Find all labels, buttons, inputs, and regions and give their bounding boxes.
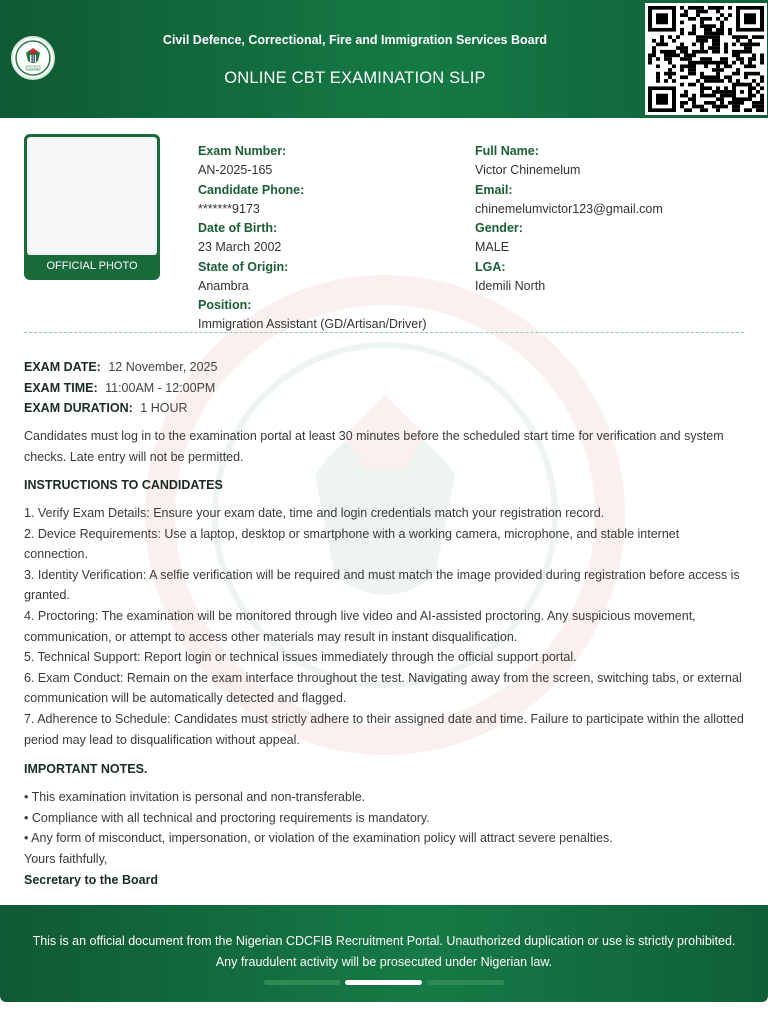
field-label: Candidate Phone: (198, 182, 305, 197)
page-dot[interactable] (264, 980, 340, 985)
instruction-item: 3. Identity Verification: A selfie verification will be required and must match the image provided during registration before access is granted. (24, 567, 740, 603)
exam-date-label: EXAM DATE: (24, 360, 101, 374)
instruction-item: 5. Technical Support: Report login or technical issues immediately through the official support portal. (24, 650, 577, 665)
instructions-heading: INSTRUCTIONS TO CANDIDATES (24, 478, 223, 492)
section-divider (24, 332, 744, 333)
instruction-item: 4. Proctoring: The examination will be monitored through live video and AI-assisted proctoring. Any suspicious movement, communication, or attempt to access other materials may result in instant disqualification. (24, 608, 696, 644)
candidate-details-left (198, 142, 468, 335)
field-candidate-phone (198, 181, 468, 220)
field-label: Position: (198, 298, 252, 312)
field-value: *******9173 (198, 201, 260, 216)
field-label: Full Name: (475, 144, 539, 158)
instruction-item: 1. Verify Exam Details: Ensure your exam date, time and login credentials match your registration record. (24, 506, 605, 520)
notes-list (24, 787, 746, 869)
note-item: • Compliance with all technical and proctoring requirements is mandatory. (24, 810, 430, 825)
exam-time-row (24, 378, 217, 399)
field-exam-number (198, 142, 468, 181)
instructions-list (24, 503, 746, 750)
field-value: Victor Chinemelum (475, 163, 581, 177)
page-dot-active[interactable] (345, 980, 422, 985)
field-full-name (475, 142, 745, 181)
field-value: Idemili North (475, 278, 546, 293)
instruction-item: 2. Device Requirements: Use a laptop, desktop or smartphone with a working camera, microphone, and stable internet connection. (24, 526, 680, 562)
exam-schedule (24, 357, 217, 419)
field-value: Immigration Assistant (GD/Artisan/Driver) (198, 317, 427, 331)
qr-code-icon (645, 3, 767, 115)
field-state-of-origin (198, 258, 468, 297)
field-label: Email: (475, 182, 513, 197)
field-position (198, 296, 468, 335)
footer-banner (0, 905, 768, 1002)
field-label: State of Origin: (198, 259, 289, 274)
field-value: chinemelumvictor123@gmail.com (475, 201, 663, 216)
page-indicator (264, 980, 504, 985)
field-date-of-birth (198, 219, 468, 258)
note-item: • This examination invitation is personal and non-transferable. (24, 790, 366, 804)
field-gender (475, 219, 745, 258)
intro-paragraph: Candidates must log in to the examination portal at least 30 minutes before the scheduled start time for verification and system checks. Late entry will not be permitted. (24, 429, 724, 464)
field-value: AN-2025-165 (198, 163, 273, 177)
header-banner (0, 0, 768, 118)
note-item: • Any form of misconduct, impersonation, or violation of the examination policy will attract severe penalties. (24, 831, 613, 846)
field-label: Date of Birth: (198, 221, 278, 235)
field-value: MALE (475, 240, 510, 254)
board-title: Civil Defence, Correctional, Fire and Immigration Services Board (162, 33, 548, 47)
instruction-item: 7. Adherence to Schedule: Candidates must strictly adhere to their assigned date and time. Failure to participate within the allotted period may lead to disqualification without appeal. (24, 711, 744, 747)
exam-duration-row (24, 398, 217, 419)
signatory: Secretary to the Board (24, 873, 159, 887)
exam-duration-value: 1 HOUR (140, 401, 188, 415)
exam-date-value: 12 November, 2025 (108, 360, 218, 374)
footer-disclaimer: This is an official document from the Nigerian CDCFIB Recruitment Portal. Unauthorized duplication or use is strictly prohibited. Any fraudulent activity will be prosecuted under Nigerian law. (32, 934, 736, 969)
exam-time-value: 11:00AM - 12:00PM (105, 380, 216, 395)
notes-heading: IMPORTANT NOTES. (24, 762, 148, 776)
page-title: ONLINE CBT EXAMINATION SLIP (224, 69, 486, 87)
field-label: Gender: (475, 221, 523, 235)
exam-duration-label: EXAM DURATION: (24, 401, 133, 415)
field-label: LGA: (475, 259, 506, 274)
exam-time-label: EXAM TIME: (24, 380, 98, 395)
field-email (475, 181, 745, 220)
candidate-details-right (475, 142, 745, 296)
field-label: Exam Number: (198, 144, 287, 158)
instruction-item: 6. Exam Conduct: Remain on the exam interface throughout the test. Navigating away from the screen, switching tabs, or external communication will be automatically detected and flagged. (24, 670, 742, 706)
field-value: Anambra (198, 278, 249, 293)
candidate-photo (24, 134, 160, 280)
page-dot[interactable] (427, 980, 504, 985)
photo-frame (27, 137, 157, 255)
exam-date-row (24, 357, 217, 378)
field-lga (475, 258, 745, 297)
svg-text:CDCFIB: CDCFIB (27, 66, 39, 71)
field-value: 23 March 2002 (198, 240, 282, 254)
closing-text: Yours faithfully, (24, 851, 108, 866)
photo-caption: OFFICIAL PHOTO (46, 260, 138, 272)
